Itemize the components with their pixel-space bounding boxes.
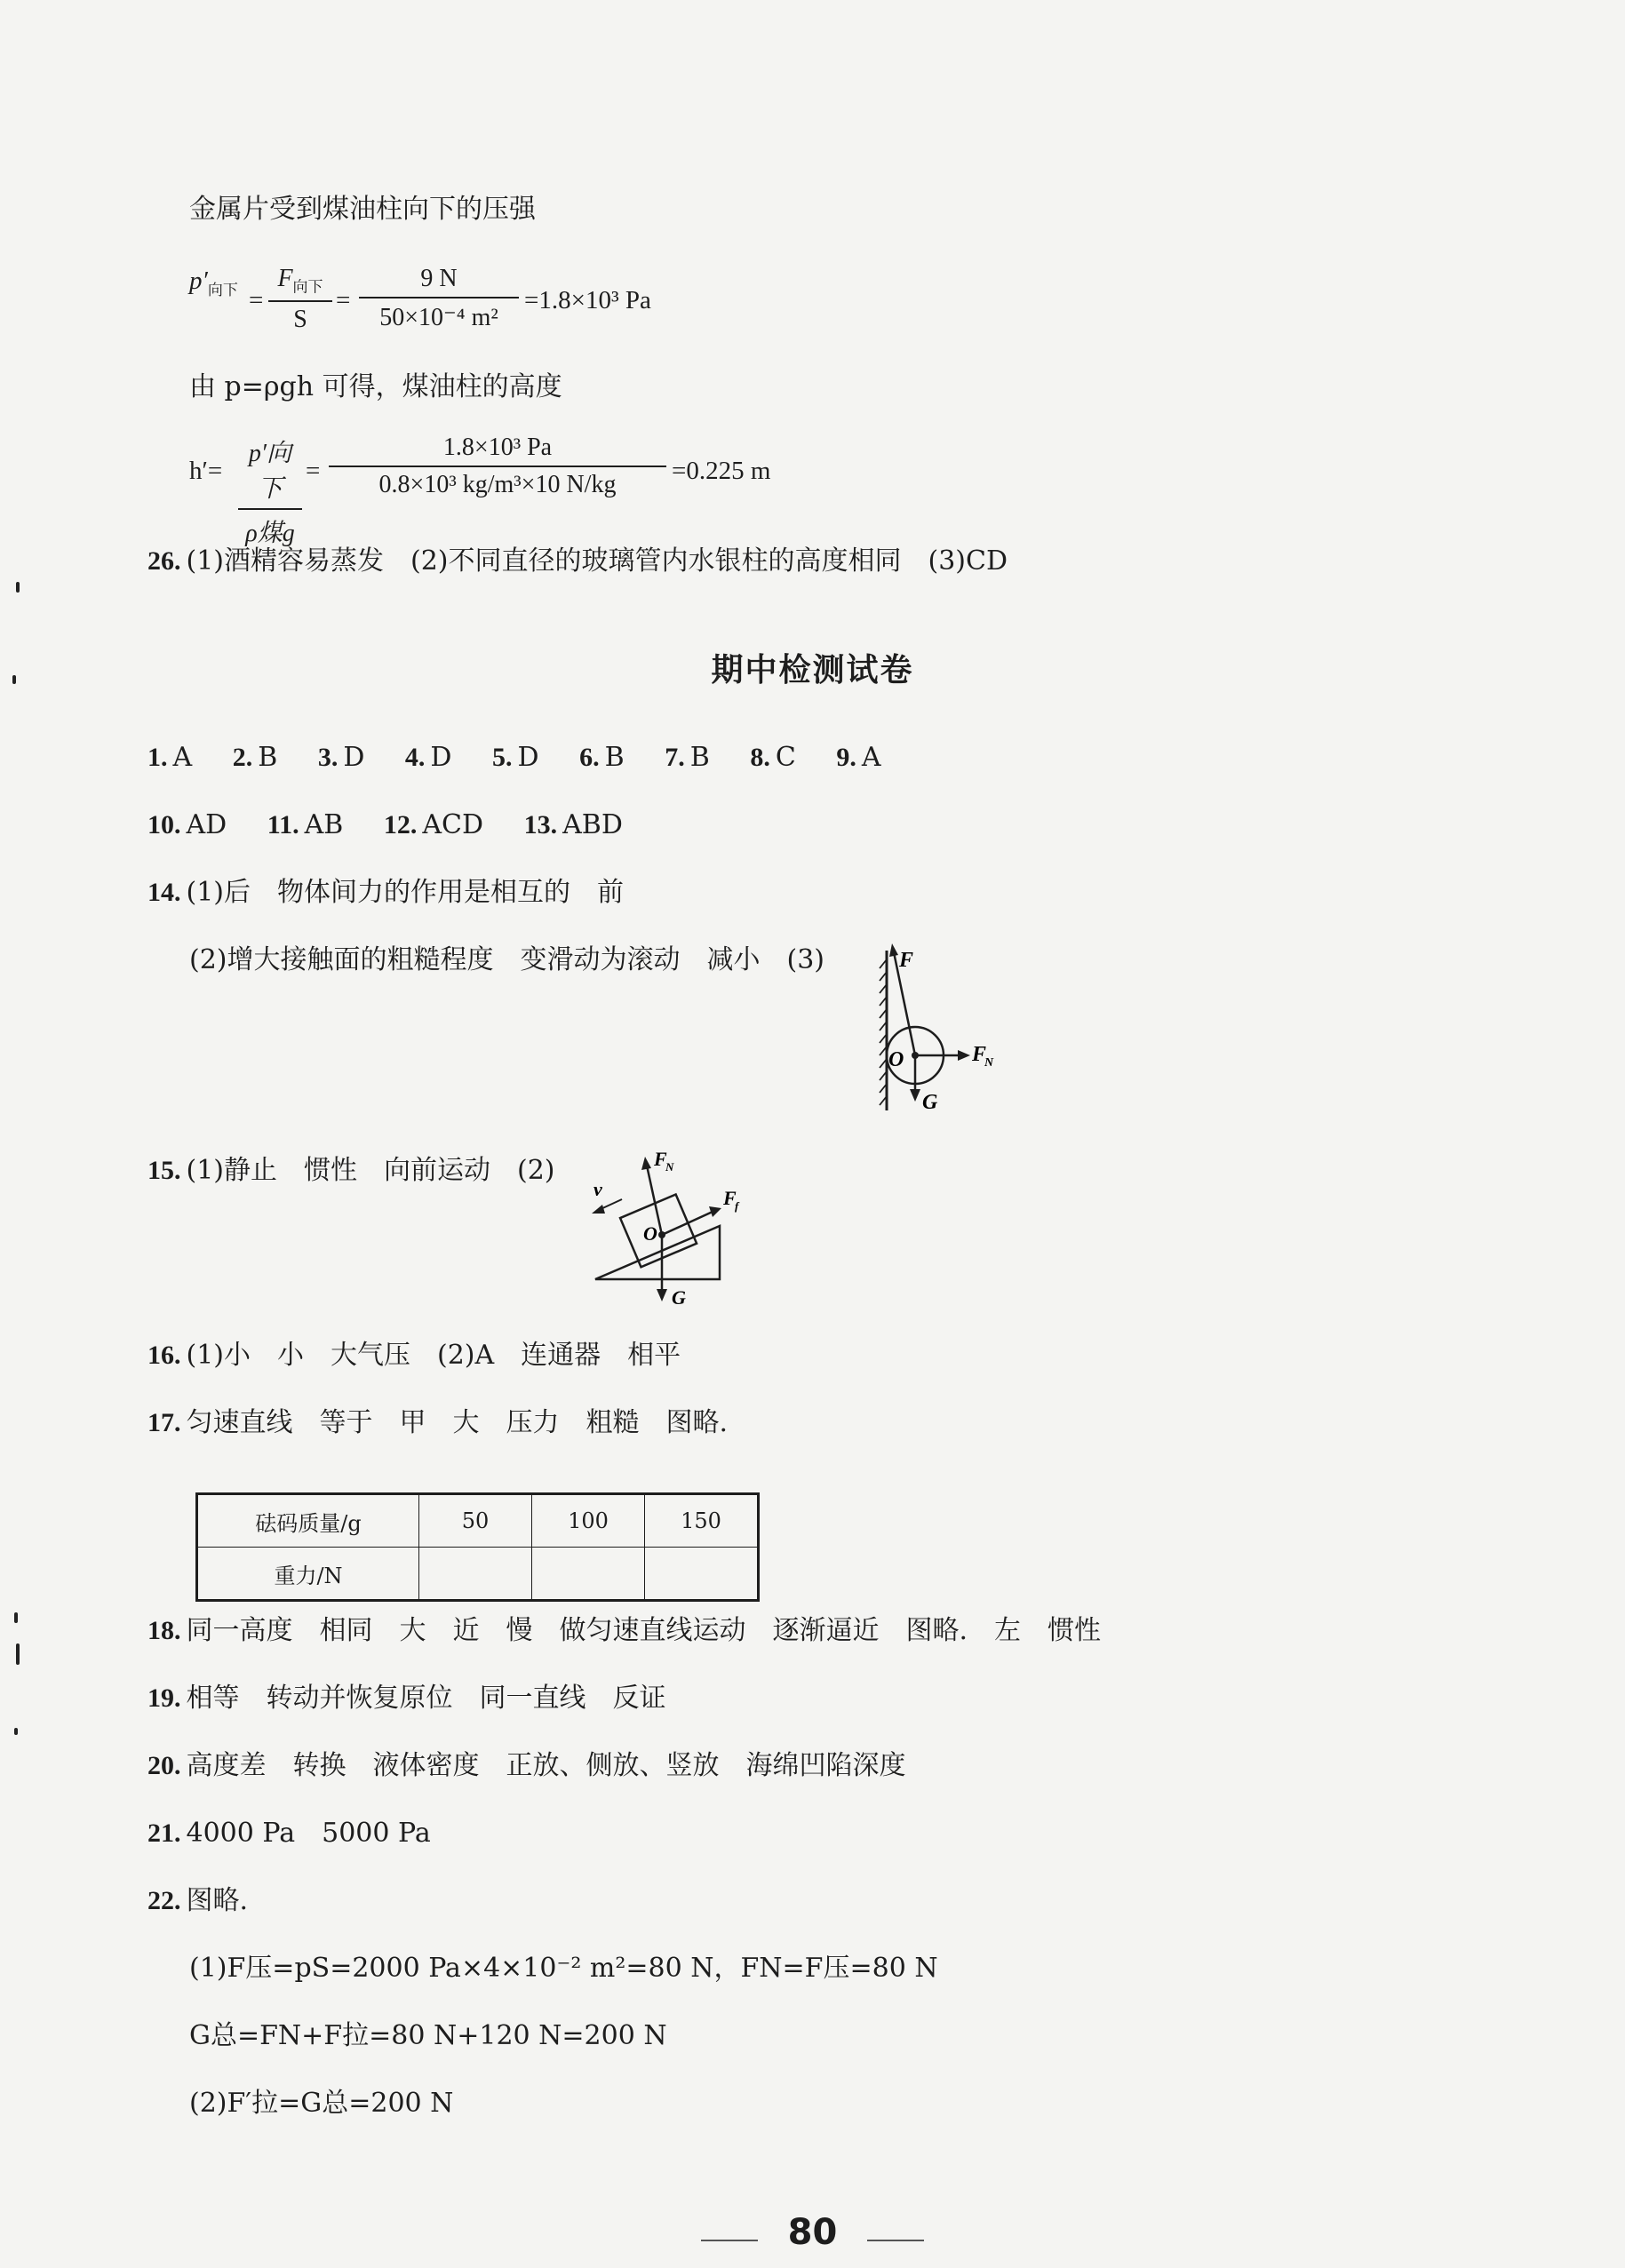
q19-number: 19. — [147, 1683, 181, 1713]
table-row — [197, 1548, 759, 1601]
mc-item: 9. A — [836, 742, 881, 773]
q15-number: 15. — [147, 1156, 181, 1185]
q16-number: 16. — [147, 1341, 181, 1370]
page-number: 80 — [787, 2212, 838, 2253]
q18-number: 18. — [147, 1616, 181, 1645]
q21-number: 21. — [147, 1818, 181, 1848]
mc-row-2 — [147, 809, 623, 841]
scan-mark — [14, 1612, 18, 1623]
eq1-rhs: =1.8×10³ Pa — [524, 286, 651, 314]
q22-answer: 图略. — [186, 1885, 249, 1916]
table-cell: 砝码质量/g — [197, 1494, 419, 1548]
q14-number: 14. — [147, 878, 181, 907]
eq1-f1-top: F — [277, 265, 293, 292]
prev-line-2: 由 p=ρgh 可得，煤油柱的高度 — [189, 371, 562, 402]
eq2-f2-top: 1.8×10³ Pa — [442, 434, 553, 461]
eq2-rhs: =0.225 m — [672, 457, 771, 485]
eq2-f2-bot: 0.8×10³ kg/m³×10 N/kg — [378, 471, 617, 498]
q26-answer: (1)酒精容易蒸发 (2)不同直径的玻璃管内水银柱的高度相同 (3)CD — [186, 545, 1008, 577]
q17-number: 17. — [147, 1408, 181, 1437]
eq1-equals-1: = — [249, 286, 264, 314]
mc-item: 4. D — [404, 742, 452, 773]
table-cell: 100 — [532, 1494, 645, 1548]
eq1-f1-top-sub: 向下 — [292, 278, 323, 296]
table-cell: 50 — [419, 1494, 532, 1548]
scan-mark — [16, 1643, 20, 1665]
eq2-fraction-2 — [329, 434, 666, 499]
eq2-lhs: h′= — [189, 457, 223, 485]
q17-answer: 匀速直线 等于 甲 大 压力 粗糙 图略. — [186, 1407, 729, 1438]
q19-answer: 相等 转动并恢复原位 同一直线 反证 — [186, 1683, 666, 1714]
mc-item: 2. B — [232, 742, 278, 773]
label-F: F — [899, 949, 914, 972]
mc-item: 11. AB — [267, 809, 344, 840]
question-18 — [147, 1615, 1101, 1647]
q22-line-3: (2)F′拉=G总=200 N — [189, 2088, 454, 2119]
mc-item: 5. D — [492, 742, 539, 773]
label-O: O — [643, 1222, 657, 1245]
mc-item: 1. A — [147, 742, 193, 773]
footer-dash — [867, 2240, 924, 2241]
q14-line-2: (2)增大接触面的粗糙程度 变滑动为滚动 减小 (3) — [189, 944, 824, 975]
equation-pressure — [189, 267, 238, 299]
question-20 — [147, 1750, 906, 1782]
question-14 — [147, 877, 624, 909]
label-FN-sub: N — [665, 1160, 674, 1174]
q22-line-1: (1)F压=pS=2000 Pa×4×10⁻² m²=80 N，FN=F压=80 N — [189, 1953, 938, 1984]
label-O: O — [888, 1048, 904, 1071]
table-cell — [419, 1548, 532, 1601]
mc-row-1 — [147, 742, 881, 774]
eq1-f2-bot: 50×10⁻⁴ m² — [379, 304, 498, 331]
mc-item: 6. B — [579, 742, 625, 773]
incline-block-force-diagram — [578, 1146, 773, 1315]
q26-number: 26. — [147, 546, 181, 576]
eq1-lhs: p′ — [189, 267, 208, 295]
eq1-f2-top: 9 N — [420, 265, 458, 292]
q16-answer: (1)小 小 大气压 (2)A 连通器 相平 — [186, 1340, 681, 1371]
table-cell: 150 — [645, 1494, 759, 1548]
q15-line-1: (1)静止 惯性 向前运动 (2) — [186, 1155, 555, 1186]
q21-answer: 4000 Pa 5000 Pa — [186, 1818, 431, 1849]
mc-item: 10. AD — [147, 809, 227, 840]
label-FN: F — [654, 1148, 667, 1170]
prev-line-1: 金属片受到煤油柱向下的压强 — [189, 194, 536, 225]
label-Ff-sub: f — [735, 1199, 739, 1213]
label-v: v — [593, 1178, 602, 1200]
question-26 — [147, 545, 1008, 577]
table-cell: 重力/N — [197, 1548, 419, 1601]
wall-ball-force-diagram — [862, 933, 1013, 1124]
question-15 — [147, 1155, 555, 1187]
eq1-f1-bot: S — [293, 305, 307, 333]
question-21 — [147, 1818, 431, 1850]
eq2-f1-top: p′向下 — [248, 440, 292, 503]
label-G: G — [672, 1286, 686, 1309]
eq1-fraction-1 — [268, 265, 332, 334]
question-17 — [147, 1407, 728, 1439]
q14-line-1: (1)后 物体间力的作用是相互的 前 — [186, 877, 624, 908]
question-19 — [147, 1683, 666, 1715]
eq2-f1-bot: ρ煤g — [245, 520, 295, 547]
label-FN-sub: N — [984, 1056, 994, 1070]
section-title: 期中检测试卷 — [711, 652, 914, 688]
mass-gravity-table — [195, 1492, 760, 1602]
page-footer — [0, 2212, 1625, 2253]
mc-item: 13. ABD — [523, 809, 623, 840]
eq1-equals-2: = — [336, 286, 351, 314]
footer-dash — [701, 2240, 758, 2241]
eq1-lhs-sub: 向下 — [207, 281, 238, 298]
q18-answer: 同一高度 相同 大 近 慢 做匀速直线运动 逐渐逼近 图略. 左 惯性 — [186, 1615, 1102, 1646]
question-16 — [147, 1340, 681, 1372]
mc-item: 7. B — [665, 742, 710, 773]
q22-line-2: G总=FN+F拉=80 N+120 N=200 N — [189, 2020, 667, 2051]
mc-item: 3. D — [317, 742, 365, 773]
q22-number: 22. — [147, 1886, 181, 1915]
question-22 — [147, 1885, 248, 1917]
mc-item: 12. ACD — [383, 809, 484, 840]
table-cell — [645, 1548, 759, 1601]
eq2-equals: = — [306, 457, 321, 485]
scan-mark — [14, 1728, 18, 1735]
eq2-fraction-1 — [238, 434, 302, 549]
table-cell — [532, 1548, 645, 1601]
label-FN: F — [972, 1043, 987, 1066]
label-Ff: F — [723, 1187, 737, 1209]
scan-mark — [16, 582, 20, 593]
table-row — [197, 1494, 759, 1548]
q20-number: 20. — [147, 1751, 181, 1780]
q20-answer: 高度差 转换 液体密度 正放、侧放、竖放 海绵凹陷深度 — [186, 1750, 906, 1781]
label-G: G — [922, 1091, 938, 1114]
eq1-fraction-2 — [359, 265, 519, 332]
mc-item: 8. C — [750, 742, 796, 773]
